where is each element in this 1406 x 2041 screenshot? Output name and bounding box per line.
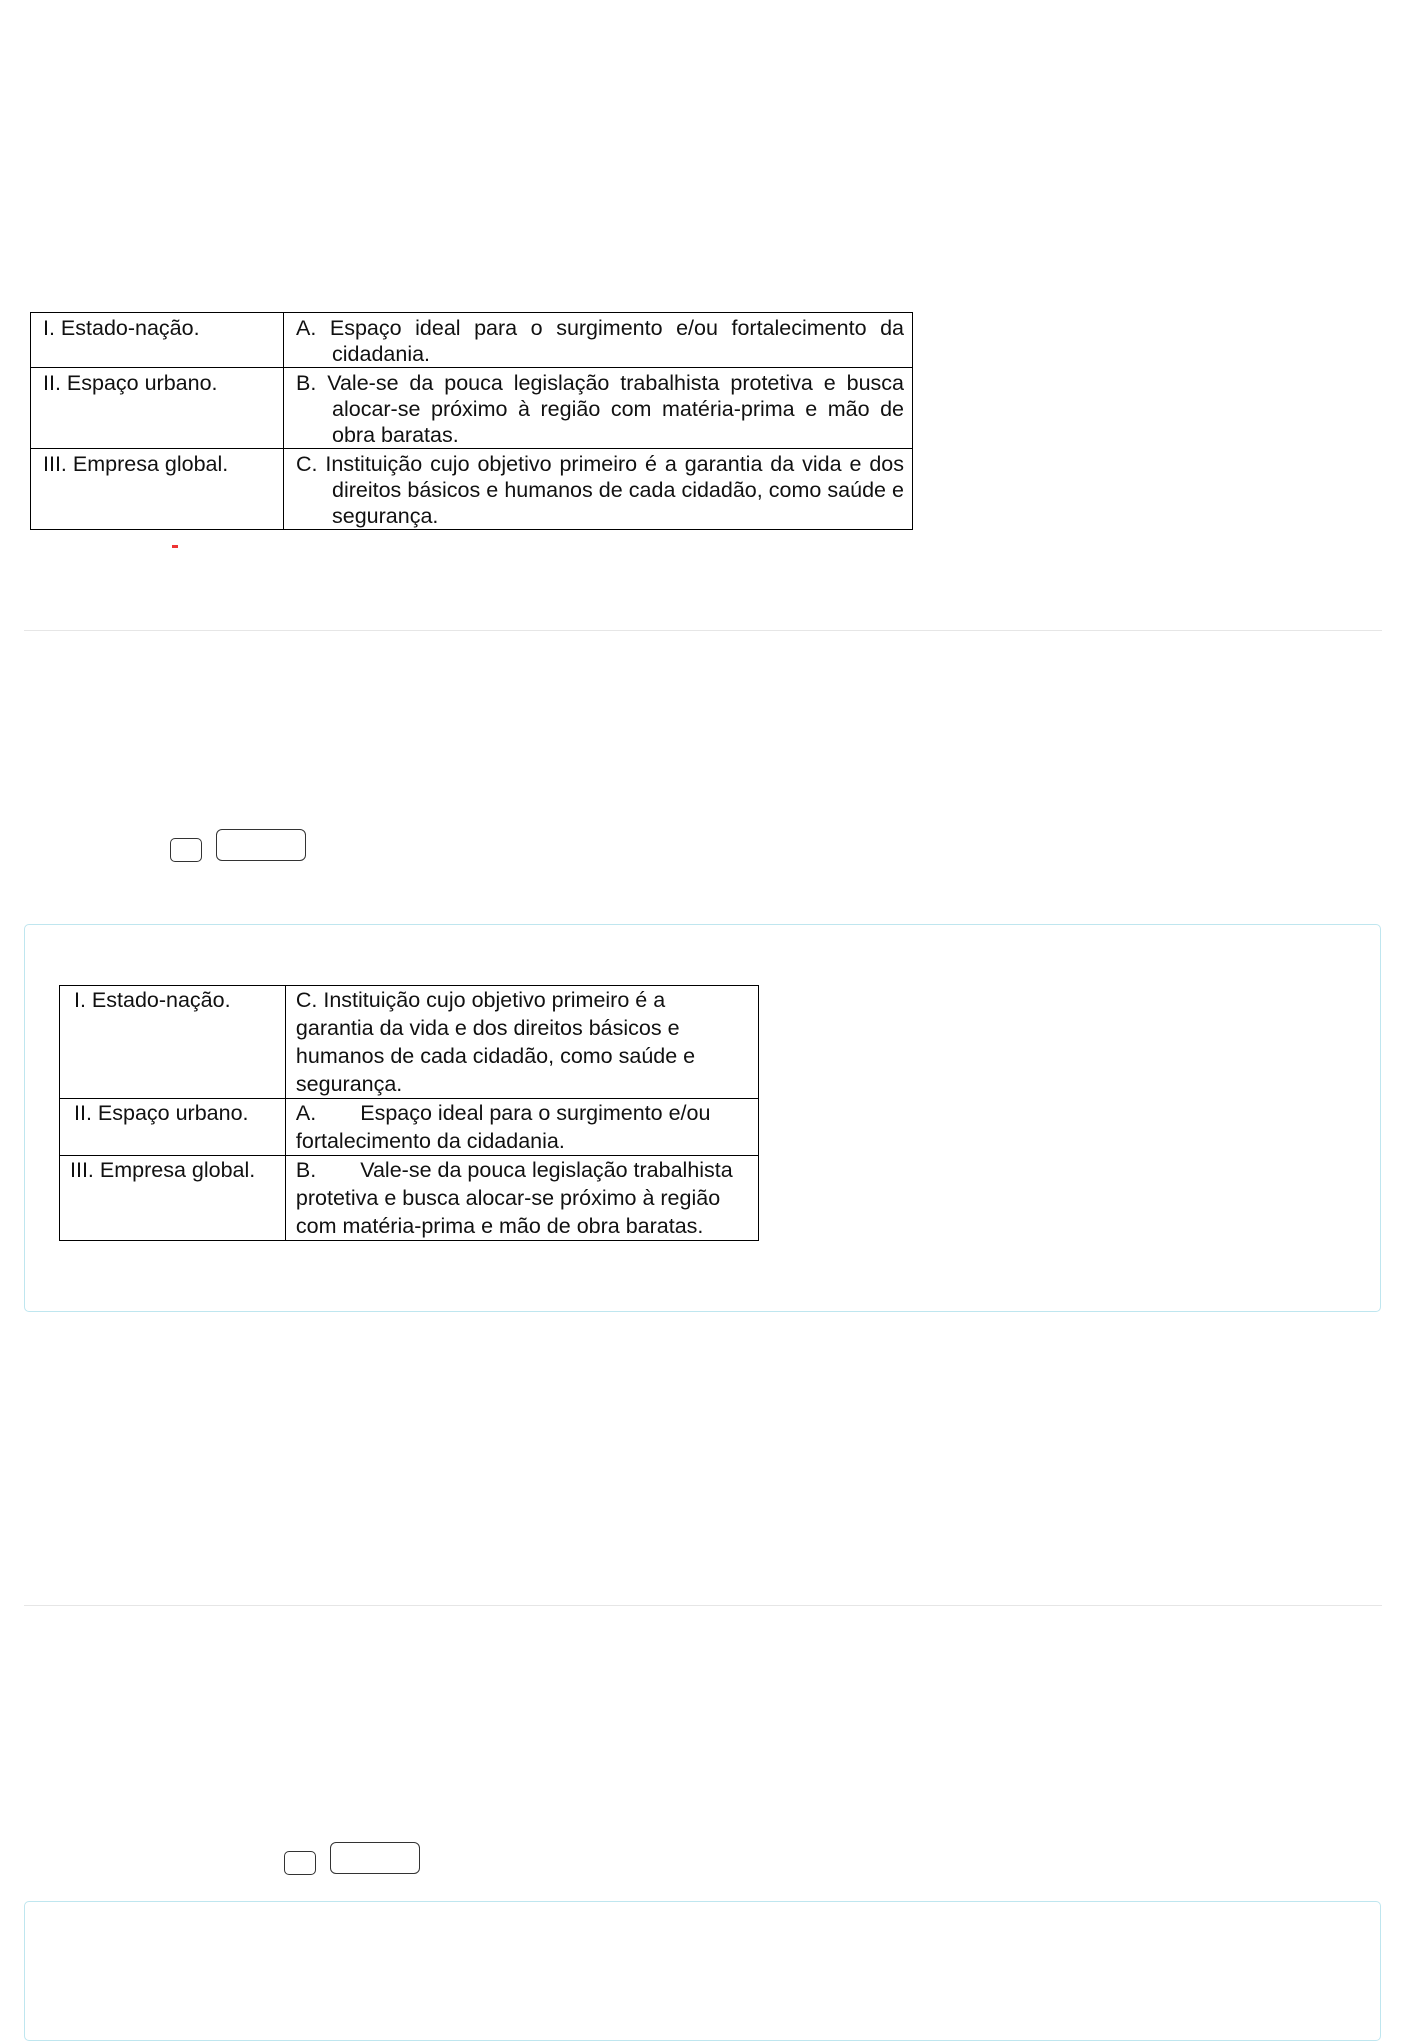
option-text: Vale-se da pouca legislação trabalhista protetiva e busca alocar-se próximo à região com matéria-prima e mão de obra baratas. (295, 1158, 733, 1238)
answer-toggle-button[interactable] (216, 829, 306, 861)
answer-matching-table (59, 985, 759, 1241)
table-row (60, 1099, 759, 1156)
table-cell: III. Empresa global. (60, 1156, 286, 1241)
answer-panel (24, 1901, 1381, 2041)
checkbox[interactable] (170, 838, 202, 862)
table-cell (284, 368, 913, 449)
option-text: Espaço ideal para o surgimento e/ou fortalecimento da cidadania. (295, 1101, 711, 1153)
table-cell: I. Estado-nação. (31, 313, 284, 368)
option-letter: B. (295, 1158, 317, 1182)
table-row (31, 449, 913, 530)
cell-text: B. Vale-se da pouca legislação trabalhista protetiva e busca alocar-se próximo à região com matéria-prima e mão de obra baratas. (296, 371, 904, 447)
table-cell: I. Estado-nação. (60, 986, 286, 1099)
cell-text: A. Espaço ideal para o surgimento e/ou fortalecimento da cidadania. (296, 316, 904, 366)
section-divider (24, 1605, 1382, 1606)
table-cell (284, 313, 913, 368)
table-cell (285, 1099, 758, 1156)
question-matching-table (30, 312, 913, 530)
answer-panel (24, 924, 1381, 1312)
cell-text: C. Instituição cujo objetivo primeiro é a garantia da vida e dos direitos básicos e humanos de cada cidadão, como saúde e segurança. (296, 452, 904, 528)
table-cell (285, 1156, 758, 1241)
answer-toggle-button[interactable] (330, 1842, 420, 1874)
table-cell: II. Espaço urbano. (60, 1099, 286, 1156)
table-row (31, 368, 913, 449)
table-cell: III. Empresa global. (31, 449, 284, 530)
table-row (60, 1156, 759, 1241)
table-cell: C. Instituição cujo objetivo primeiro é a garantia da vida e dos direitos básicos e humanos de cada cidadão, como saúde e segurança. (285, 986, 758, 1099)
table-cell (284, 449, 913, 530)
table-row (31, 313, 913, 368)
table-row (60, 986, 759, 1099)
section-divider (24, 630, 1382, 631)
table-cell: II. Espaço urbano. (31, 368, 284, 449)
red-mark (172, 545, 178, 548)
checkbox[interactable] (284, 1851, 316, 1875)
option-letter: A. (295, 1101, 317, 1125)
